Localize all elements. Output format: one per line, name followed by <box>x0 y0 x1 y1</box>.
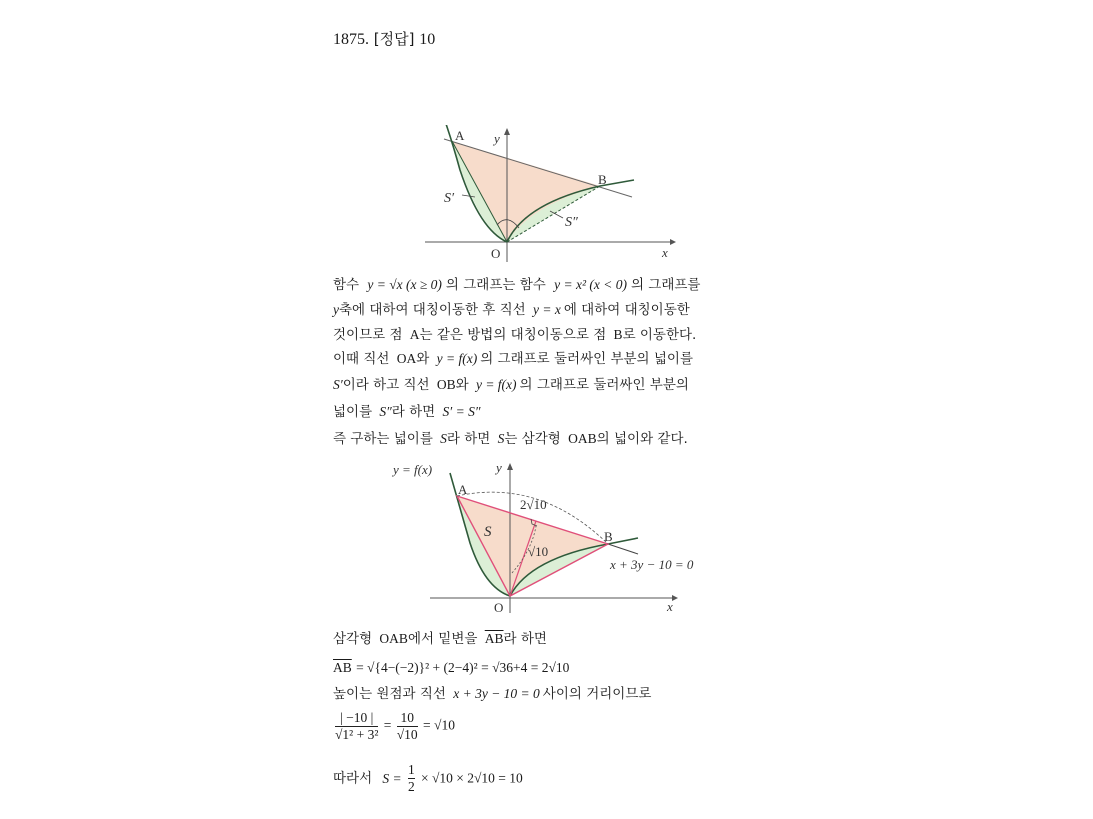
solution-line-3: 높이는 원점과 직선 x + 3y − 10 = 0 사이의 거리이므로 <box>333 686 652 702</box>
label-b: B <box>598 172 607 187</box>
label-height: √10 <box>528 544 549 559</box>
label-line-eq: x + 3y − 10 = 0 <box>610 557 694 572</box>
para-line-5: S′이라 하고 직선 OB와 y = f(x) 의 그래프로 둘러싸인 부분의 <box>333 377 689 393</box>
label-b: B <box>604 529 613 544</box>
solution-line-1: 삼각형 OAB에서 밑변을 $\overline{AB}$라 하면 <box>333 631 547 647</box>
problem-header <box>333 28 435 49</box>
label-a: A <box>458 482 468 497</box>
label-y: y <box>494 131 500 146</box>
para-line-4: 이때 직선 OA와 y = f(x) 의 그래프로 둘러싸인 부분의 넓이를 <box>333 351 693 367</box>
y-axis-arrow <box>507 463 513 470</box>
para-line-3: 것이므로 점 A는 같은 방법의 대칭이동으로 점 B로 이동한다. <box>333 327 697 343</box>
label-o: O <box>494 600 504 615</box>
label-a: A <box>455 128 465 143</box>
label-s-prime: S′ <box>444 191 455 206</box>
fraction-distance-1: $\frac{| -10 |}{\text{√1² + 3²}}$ <box>335 710 379 742</box>
answer-value: 10 <box>419 31 436 48</box>
answer-label: [정답] <box>373 30 415 48</box>
y-axis-arrow <box>504 128 510 135</box>
x-axis-arrow <box>670 239 676 245</box>
para-line-6: 넓이를 S″라 하면 S′ = S″ <box>333 404 481 420</box>
label-y: y <box>496 460 502 475</box>
x-axis-arrow <box>672 595 678 601</box>
label-s-double-prime: S″ <box>565 215 578 230</box>
problem-number: 1875. <box>333 31 369 48</box>
line-ab <box>608 544 638 554</box>
solution-line-2: $\overline{AB} = √\{4-(-2)\}^2 + (2-4)^2 = √36+4 = 2√10$ <box>333 660 570 675</box>
figure-1 <box>420 125 680 265</box>
solution-line-4: $\frac{| -10 |}{\text{√1² + 3²}}$ = $\frac{10}{√10}$ = √10 <box>335 710 455 742</box>
label-curve: y = f(x) <box>393 462 433 477</box>
figure-2 <box>390 458 710 616</box>
para-line-2: y축에 대하여 대칭이동한 후 직선 y = x 에 대하여 대칭이동한 <box>333 302 690 318</box>
fraction-half: $\frac{1}{2}$ <box>407 762 415 794</box>
label-x: x <box>667 599 673 614</box>
para-line-1: 함수 y = √x (x ≥ 0) 의 그래프는 함수 y = x² (x < 0) 의 그래프를 <box>333 277 701 293</box>
fraction-distance-2: $\frac{10}{√10}$ <box>396 710 418 742</box>
para-line-7: 즉 구하는 넓이를 S라 하면 S는 삼각형 OAB의 넓이와 같다. <box>333 431 688 447</box>
solution-line-5: 따라서 S = $\frac{1}{2}$ × √10 × 2√10 = 10 <box>333 762 523 794</box>
label-o: O <box>491 246 501 261</box>
label-side-ab: 2√10 <box>520 497 547 512</box>
label-s: S <box>484 524 492 540</box>
label-x: x <box>662 245 668 260</box>
